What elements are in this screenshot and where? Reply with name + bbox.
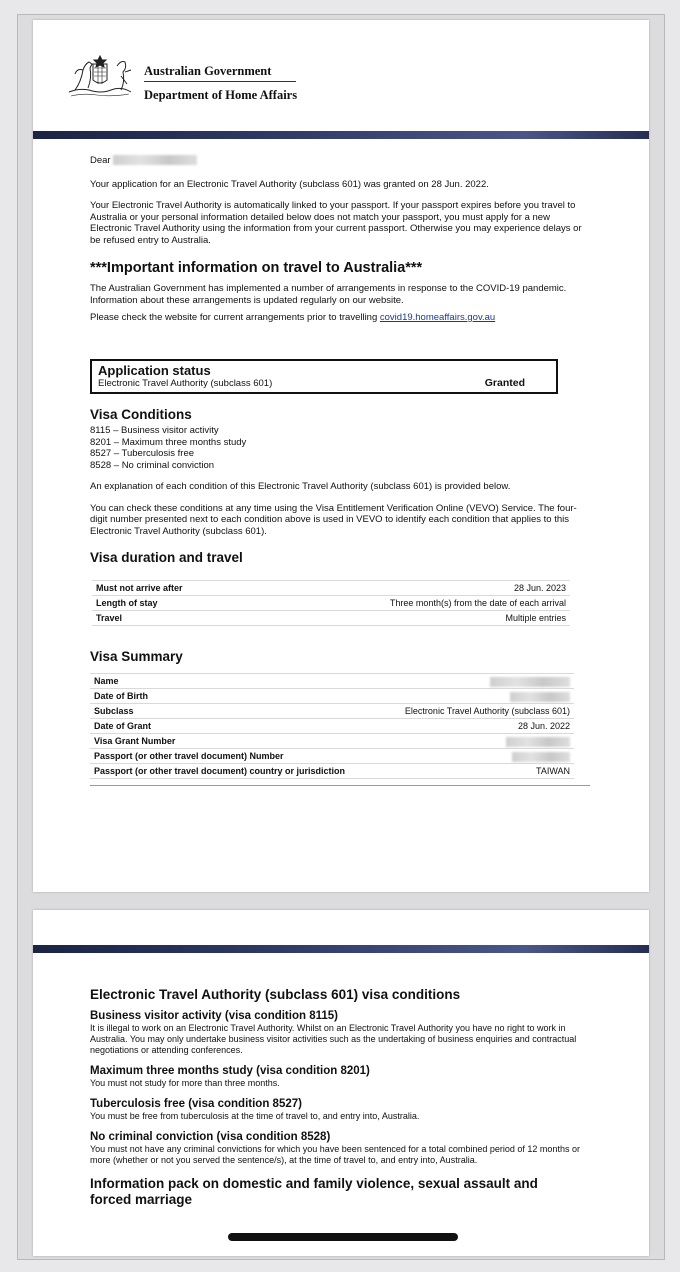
row-label: Subclass bbox=[90, 704, 356, 719]
row-value bbox=[356, 749, 574, 764]
row-value bbox=[356, 674, 574, 689]
table-row bbox=[90, 704, 574, 719]
covid-paragraph: The Australian Government has implemented a number of arrangements in response to the COVID-19 pandemic. Information about these arrangements is updated regularly on our website. bbox=[90, 283, 567, 306]
table-row bbox=[92, 581, 570, 596]
header-band bbox=[33, 945, 649, 953]
row-label: Passport (or other travel document) Number bbox=[90, 749, 356, 764]
table-row bbox=[90, 719, 574, 734]
row-value: TAIWAN bbox=[356, 764, 574, 779]
redacted-value bbox=[490, 677, 570, 687]
page2-heading: Electronic Travel Authority (subclass 601) visa conditions bbox=[90, 987, 461, 1002]
grant-sentence: Your application for an Electronic Travel Authority (subclass 601) was granted on 28 Jun. 2022. bbox=[90, 178, 489, 190]
coat-of-arms-icon bbox=[65, 50, 135, 100]
visa-conditions-heading: Visa Conditions bbox=[90, 407, 192, 422]
redacted-value bbox=[506, 737, 570, 747]
row-label: Date of Birth bbox=[90, 689, 356, 704]
row-value: 28 Jun. 2023 bbox=[355, 581, 570, 596]
row-value: Three month(s) from the date of each arrival bbox=[355, 596, 570, 611]
redacted-name bbox=[113, 155, 197, 165]
check-website-text: Please check the website for current arrangements prior to travelling bbox=[90, 312, 380, 323]
summary-table bbox=[90, 673, 574, 779]
department-name: Department of Home Affairs bbox=[144, 88, 298, 102]
condition-title: Tuberculosis free (visa condition 8527) bbox=[90, 1098, 302, 1110]
redacted-value bbox=[512, 752, 570, 762]
list-item: 8528 – No criminal conviction bbox=[90, 459, 215, 471]
condition-body: It is illegal to work on an Electronic Travel Authority. Whilst on an Electronic Travel Authority you have no right to work in Australia. You may only undertake business visitor activities such as the undertaking of business enquiries and contractual negotiations or attending conferences. bbox=[90, 1023, 577, 1055]
row-label: Travel bbox=[92, 611, 355, 626]
redacted-value bbox=[510, 692, 570, 702]
header-band bbox=[33, 131, 649, 139]
condition-title: Maximum three months study (visa condition 8201) bbox=[90, 1065, 370, 1077]
status-visa-name: Electronic Travel Authority (subclass 601) bbox=[98, 377, 273, 389]
list-item: 8115 – Business visitor activity bbox=[90, 425, 219, 436]
vevo-paragraph: You can check these conditions at any time using the Visa Entitlement Verification Online (VEVO) Service. The four-digit number presented next to each condition above is used in VEVO to identify each condition that applies to this Electronic Travel Authority (subclass 601). bbox=[90, 502, 577, 537]
passport-paragraph: Your Electronic Travel Authority is automatically linked to your passport. If your passport expires before you travel to Australia or your personal information detailed below does not match your passport, you must apply for a new Electronic Travel Authority using the information from your current passport. Otherwise you may experience delays or be refused entry to Australia. bbox=[90, 200, 582, 246]
letter-body bbox=[90, 155, 590, 786]
info-pack-heading: Information pack on domestic and family violence, sexual assault and forced marriage bbox=[90, 1176, 538, 1207]
list-item: 8201 – Maximum three months study bbox=[90, 436, 247, 448]
condition-body: You must not have any criminal convictions for which you have been sentenced for a total combined period of 12 months or more (whether or not you served the sentence/s), at the time of travel to, and entry into, Australia. bbox=[90, 1144, 580, 1165]
row-value: Electronic Travel Authority (subclass 601) bbox=[356, 704, 574, 719]
visa-summary-heading: Visa Summary bbox=[90, 649, 183, 664]
row-value: Multiple entries bbox=[355, 611, 570, 626]
duration-table bbox=[92, 580, 570, 626]
condition-body: You must be free from tuberculosis at the time of travel to, and entry into, Australia. bbox=[90, 1111, 420, 1121]
visa-duration-heading: Visa duration and travel bbox=[90, 550, 243, 565]
table-row bbox=[90, 764, 574, 779]
status-value: Granted bbox=[484, 376, 525, 389]
status-row bbox=[98, 378, 550, 390]
document-page-1 bbox=[33, 20, 649, 892]
row-value: 28 Jun. 2022 bbox=[356, 719, 574, 734]
list-item: 8527 – Tuberculosis free bbox=[90, 448, 195, 459]
conditions-explanation: An explanation of each condition of this Electronic Travel Authority (subclass 601) is provided below. bbox=[90, 481, 511, 492]
important-info-heading: ***Important information on travel to Australia*** bbox=[90, 260, 423, 276]
application-status-box bbox=[90, 359, 558, 395]
table-row bbox=[90, 749, 574, 764]
table-row bbox=[90, 734, 574, 749]
salutation: Dear bbox=[90, 155, 111, 166]
table-row bbox=[92, 611, 570, 626]
end-divider bbox=[90, 785, 590, 786]
row-label: Visa Grant Number bbox=[90, 734, 356, 749]
row-value bbox=[356, 689, 574, 704]
government-name: Australian Government bbox=[144, 64, 272, 78]
conditions-list bbox=[90, 425, 590, 471]
row-label: Name bbox=[90, 674, 356, 689]
table-row bbox=[92, 596, 570, 611]
table-row bbox=[90, 689, 574, 704]
condition-title: No criminal conviction (visa condition 8528) bbox=[90, 1131, 331, 1143]
row-label: Length of stay bbox=[92, 596, 355, 611]
condition-body: You must not study for more than three months. bbox=[90, 1078, 280, 1088]
header-divider bbox=[144, 81, 296, 82]
home-indicator[interactable] bbox=[228, 1233, 458, 1241]
covid-website-link[interactable]: covid19.homeaffairs.gov.au bbox=[379, 312, 496, 323]
application-status-heading: Application status bbox=[98, 362, 211, 378]
row-label: Must not arrive after bbox=[92, 581, 355, 596]
table-row bbox=[90, 674, 574, 689]
row-label: Date of Grant bbox=[90, 719, 356, 734]
condition-title: Business visitor activity (visa condition 8115) bbox=[90, 1010, 338, 1022]
row-label: Passport (or other travel document) country or jurisdiction bbox=[90, 764, 356, 779]
conditions-detail bbox=[90, 986, 580, 1208]
row-value bbox=[356, 734, 574, 749]
document-page-2 bbox=[33, 910, 649, 1256]
